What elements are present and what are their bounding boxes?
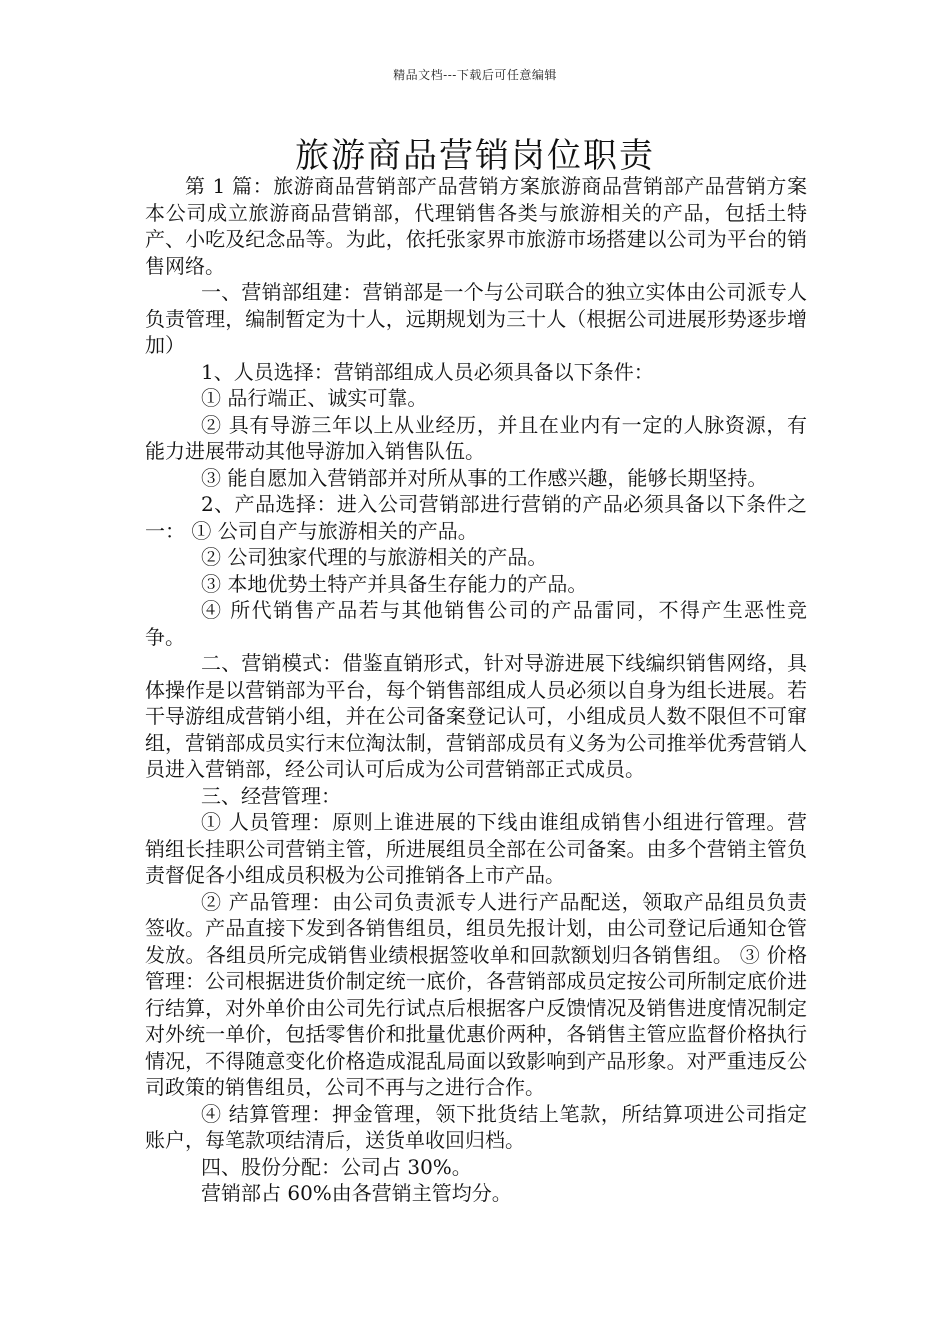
paragraph: 二、营销模式：借鉴直销形式，针对导游进展下线编织销售网络，具体操作是以营销部为平台，每个销售部组成人员必须以自身为组长进展。若干导游组成营销小组，并在公司备案登记认可，小组成员人数不限但不可窜组，营销部成员实行末位淘汰制，营销部成员有义务为公司推举优秀营销人员进入营销部，经公司认可后成为公司营销部正式成员。 (145, 651, 807, 781)
paragraph: 第 1 篇：旅游商品营销部产品营销方案旅游商品营销部产品营销方案本公司成立旅游商品营销部，代理销售各类与旅游相关的产品，包括土特产、小吃及纪念品等。为此，依托张家界市旅游市场搭建以公司为平台的销售网络。 (145, 174, 807, 278)
paragraph: ③ 能自愿加入营销部并对所从事的工作感兴趣，能够长期坚持。 (201, 465, 768, 490)
paragraph: 一、营销部组建：营销部是一个与公司联合的独立实体由公司派专人负责管理，编制暂定为十人，远期规划为三十人（根据公司进展形势逐步增加） (145, 280, 807, 357)
document-body (145, 173, 807, 1207)
paragraph: ④ 所代销售产品若与其他销售公司的产品雷同，不得产生恶性竞争。 (145, 598, 807, 649)
paragraph: ② 产品管理：由公司负责派专人进行产品配送，领取产品组员负责签收。产品直接下发到各销售组员，组员先报计划，由公司登记后通知仓管发放。各组员所完成销售业绩根据签收单和回款额划归各销售组。 ③ 价格管理：公司根据进货价制定统一底价，各营销部成员定按公司所制定底价进行结算，对外单价由公司先行试点后根据客户反馈情况及销售进度情况制定对外统一单价，包括零售价和批量优惠价两种，各销售主管应监督价格执行情况，不得随意变化价格造成混乱局面以致影响到产品形象。对严重违反公司政策的销售组员，公司不再与之进行合作。 (145, 889, 807, 1099)
paragraph: ② 具有导游三年以上从业经历，并且在业内有一定的人脉资源，有能力进展带动其他导游加入销售队伍。 (145, 412, 807, 463)
paragraph: ① 品行端正、诚实可靠。 (201, 386, 428, 410)
paragraph: 四、股份分配：公司占 30%。 (201, 1154, 472, 1179)
paragraph: ① 人员管理：原则上谁进展的下线由谁组成销售小组进行管理。营销组长挂职公司营销主管，所进展组员全部在公司备案。由多个营销主管负责督促各小组成员积极为公司推销各上市产品。 (145, 810, 807, 887)
paragraph: ③ 本地优势土特产并具备生存能力的产品。 (201, 571, 588, 596)
paragraph: ④ 结算管理：押金管理，领下批货结上笔款，所结算项进公司指定账户，每笔款项结清后，送货单收回归档。 (145, 1101, 807, 1152)
header-note: 精品文档---下载后可任意编辑 (393, 68, 557, 82)
paragraph: ② 公司独家代理的与旅游相关的产品。 (201, 545, 548, 569)
document-title: 旅游商品营销岗位职责 (295, 136, 655, 176)
paragraph: 营销部占 60%由各营销主管均分。 (201, 1181, 512, 1205)
paragraph: 三、经营管理： (201, 783, 341, 808)
paragraph: 2、产品选择：进入公司营销部进行营销的产品必须具备以下条件之一： ① 公司自产与旅游相关的产品。 (145, 492, 807, 543)
paragraph: 1、人员选择：营销部组成人员必须具备以下条件： (201, 359, 654, 384)
